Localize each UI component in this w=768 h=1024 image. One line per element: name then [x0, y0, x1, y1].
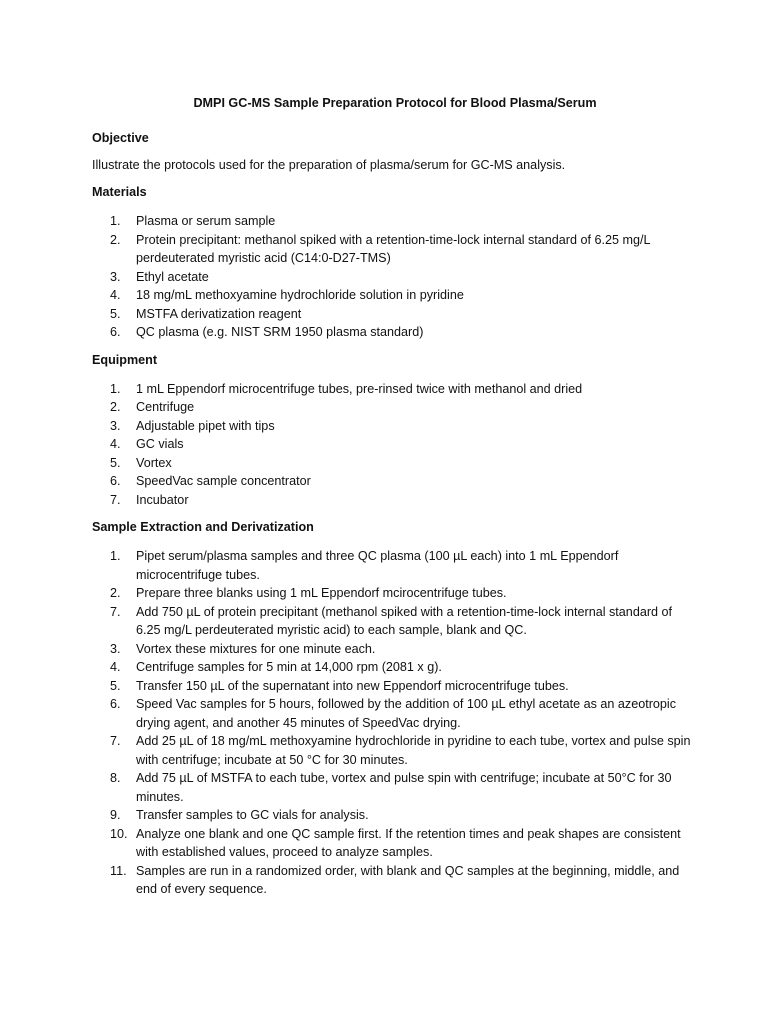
list-item: [92, 231, 698, 268]
list-item-number: [92, 695, 136, 732]
list-item: [92, 398, 698, 417]
list-item-number-text: 7.: [110, 734, 121, 748]
list-item-text: Add 750 µL of protein precipitant (methanol spiked with a retention-time-lock internal standard of 6.25 mg/L perdeuterated myristic acid) to each sample, blank and QC.: [136, 604, 673, 637]
list-item-number: [92, 323, 136, 342]
list-item: [92, 380, 698, 399]
list-item-number-text: 6.: [110, 697, 121, 711]
list-item-number-text: 1.: [110, 381, 121, 396]
list-item: [92, 212, 698, 231]
list-item-number: [92, 806, 136, 825]
list-item-number: [92, 398, 136, 417]
list-item-number: [92, 677, 136, 696]
list-item: [92, 305, 698, 324]
list-item-number: [92, 491, 136, 510]
list-item-number: [92, 212, 136, 231]
list-item: [92, 491, 698, 510]
list-item-text: Protein precipitant: methanol spiked with a retention-time-lock internal standard of 6.25 mg/L perdeuterated myristic acid (C14:0-D27-TMS): [136, 232, 651, 265]
list-item-text: MSTFA derivatization reagent: [136, 306, 302, 321]
list-item-text: Adjustable pipet with tips: [136, 418, 275, 433]
list-item: [92, 769, 698, 806]
list-item-number: [92, 862, 136, 899]
list-item-number-text: 2.: [110, 586, 121, 600]
list-item-number-text: 5.: [110, 306, 121, 321]
equipment-heading: Equipment: [92, 352, 158, 367]
list-item-number: [92, 769, 136, 806]
materials-heading: Materials: [92, 185, 147, 199]
list-item-number-text: 9.: [110, 808, 121, 822]
list-item-text: Samples are run in a randomized order, with blank and QC samples at the beginning, middle, and end of every sequence.: [136, 863, 680, 896]
list-item: [92, 695, 698, 732]
list-item: [92, 454, 698, 473]
list-item-text: Vortex these mixtures for one minute each.: [136, 641, 376, 656]
materials-list: [92, 212, 698, 342]
list-item-text: Transfer 150 µL of the supernatant into new Eppendorf microcentrifuge tubes.: [136, 678, 569, 693]
list-item-number-text: 6.: [110, 474, 121, 488]
list-item: [92, 286, 698, 305]
list-item-number-text: 1.: [110, 549, 121, 563]
list-item-number: [92, 454, 136, 473]
list-item-number: [92, 435, 136, 454]
list-item-text: Vortex: [136, 455, 172, 470]
list-item-number-text: 7.: [110, 492, 121, 507]
list-item-number-text: 5.: [110, 455, 121, 470]
list-item-number: [92, 305, 136, 324]
list-item-text: Add 75 µL of MSTFA to each tube, vortex and pulse spin with centrifuge; incubate at 50°C for 30 minutes.: [136, 771, 672, 804]
list-item-number-text: 8.: [110, 771, 121, 785]
list-item-text: Plasma or serum sample: [136, 214, 276, 228]
list-item-number-text: 1.: [110, 214, 121, 228]
list-item: [92, 658, 698, 677]
list-item-number: [92, 603, 136, 640]
list-item-number: [92, 286, 136, 305]
list-item-number-text: 3.: [110, 641, 121, 656]
extraction-heading: Sample Extraction and Derivatization: [92, 520, 314, 534]
equipment-list: [92, 380, 698, 510]
list-item-text: 1 mL Eppendorf microcentrifuge tubes, pre-rinsed twice with methanol and dried: [136, 381, 583, 396]
list-item: [92, 677, 698, 696]
list-item-number-text: 5.: [110, 678, 121, 693]
list-item-number: [92, 640, 136, 659]
list-item-text: Add 25 µL of 18 mg/mL methoxyamine hydrochloride in pyridine to each tube, vortex and pulse spin with centrifuge; incubate at 50 °C for 30 minutes.: [136, 734, 691, 767]
list-item-text: Pipet serum/plasma samples and three QC plasma (100 µL each) into 1 mL Eppendorf microcentrifuge tubes.: [136, 549, 619, 582]
list-item-text: Prepare three blanks using 1 mL Eppendorf mcirocentrifuge tubes.: [136, 586, 507, 600]
list-item: [92, 417, 698, 436]
list-item: [92, 806, 698, 825]
list-item-number-text: 2.: [110, 400, 121, 414]
list-item-text: SpeedVac sample concentrator: [136, 474, 311, 488]
list-item: [92, 862, 698, 899]
list-item-text: 18 mg/mL methoxyamine hydrochloride solution in pyridine: [136, 288, 464, 302]
list-item-text: Transfer samples to GC vials for analysis.: [136, 808, 369, 822]
list-item-text: GC vials: [136, 437, 184, 451]
list-item-number: [92, 231, 136, 268]
list-item: [92, 547, 698, 584]
list-item-number-text: 11.: [110, 863, 127, 878]
list-item-number-text: 4.: [110, 660, 121, 674]
list-item-number: [92, 547, 136, 584]
list-item-number-text: 2.: [110, 232, 121, 247]
list-item-text: QC plasma (e.g. NIST SRM 1950 plasma standard): [136, 325, 424, 339]
objective-heading: Objective: [92, 131, 149, 145]
list-item-number-text: 6.: [110, 325, 121, 339]
list-item-number: [92, 584, 136, 603]
list-item: [92, 732, 698, 769]
list-item-number-text: 4.: [110, 288, 121, 302]
list-item-number: [92, 268, 136, 287]
list-item-number-text: 3.: [110, 418, 121, 433]
list-item: [92, 584, 698, 603]
list-item-text: Incubator: [136, 492, 189, 507]
list-item-number: [92, 472, 136, 491]
list-item-text: Analyze one blank and one QC sample first. If the retention times and peak shapes are consistent with established values, proceed to analyze samples.: [136, 826, 681, 859]
document-title: DMPI GC-MS Sample Preparation Protocol for Blood Plasma/Serum: [193, 96, 597, 110]
list-item-number: [92, 417, 136, 436]
list-item-number-text: 4.: [110, 437, 121, 451]
list-item-text: Centrifuge samples for 5 min at 14,000 rpm (2081 x g).: [136, 660, 442, 674]
list-item: [92, 603, 698, 640]
list-item-number: [92, 825, 136, 862]
list-item-number-text: 10.: [110, 826, 128, 841]
list-item: [92, 825, 698, 862]
list-item-number: [92, 380, 136, 399]
list-item-text: Centrifuge: [136, 400, 195, 414]
list-item-number-text: 7.: [110, 604, 121, 619]
list-item: [92, 640, 698, 659]
list-item: [92, 472, 698, 491]
list-item-number-text: 3.: [110, 269, 121, 284]
list-item: [92, 435, 698, 454]
list-item-number: [92, 658, 136, 677]
extraction-list: [92, 547, 698, 899]
list-item-number: [92, 732, 136, 769]
objective-text: Illustrate the protocols used for the preparation of plasma/serum for GC-MS analysis.: [92, 158, 566, 172]
list-item-text: Ethyl acetate: [136, 269, 209, 284]
list-item: [92, 323, 698, 342]
list-item-text: Speed Vac samples for 5 hours, followed by the addition of 100 µL ethyl acetate as an azeotropic drying agent, and another 45 minutes of SpeedVac drying.: [136, 697, 677, 730]
list-item: [92, 268, 698, 287]
